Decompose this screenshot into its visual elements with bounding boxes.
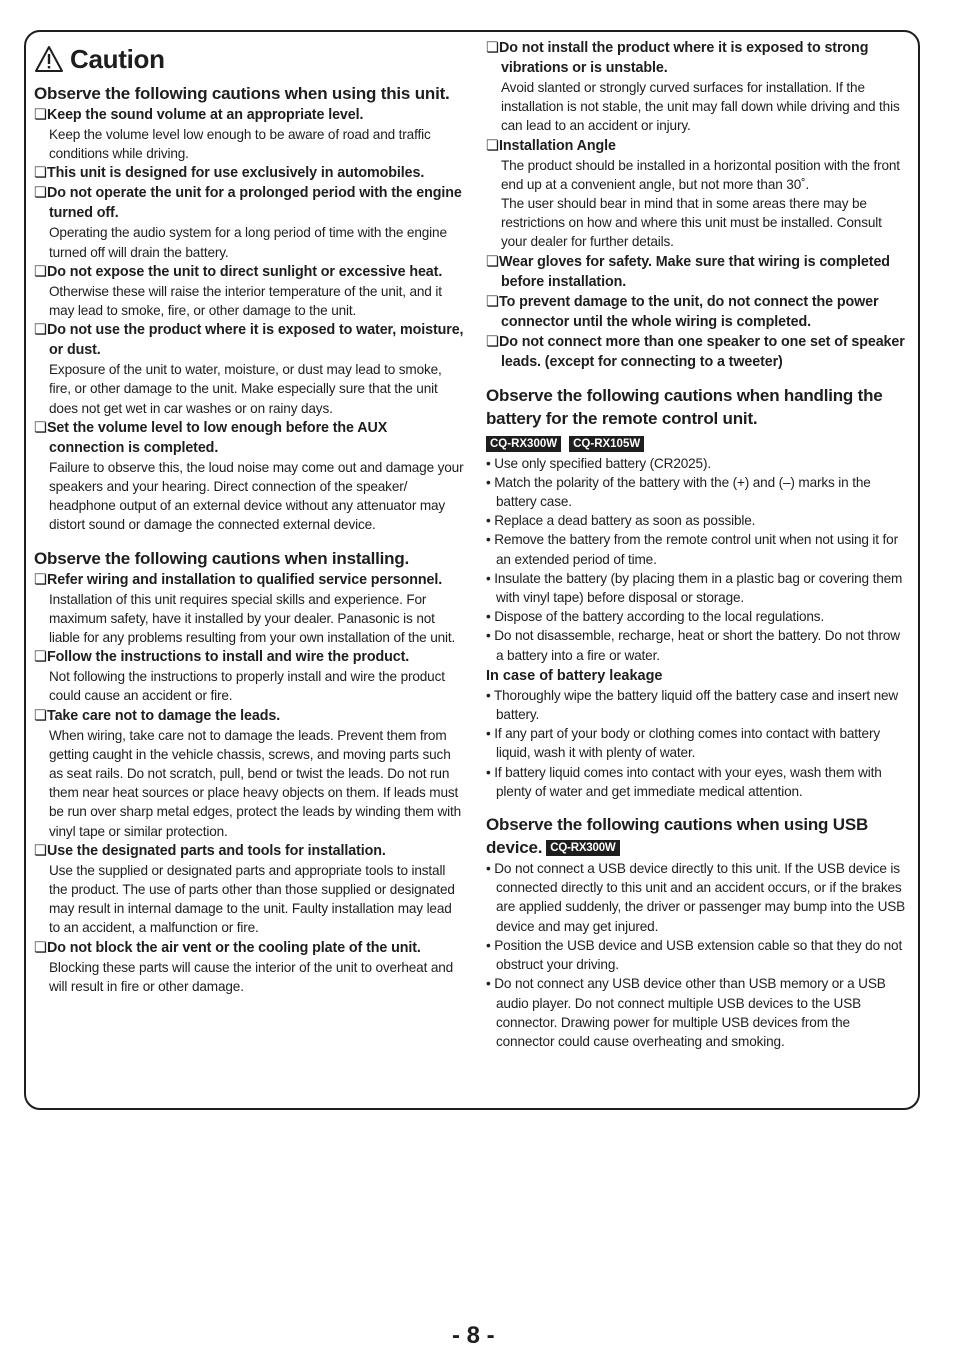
caution-item-body: Exposure of the unit to water, moisture, or dust may lead to smoke, fire, or other damage to the unit. Make especially sure that the unit does not get wet in car washes or on rainy days.	[49, 362, 442, 416]
caution-item-heading-text: Use the designated parts and tools for installation.	[47, 842, 386, 859]
caution-item-body: Failure to observe this, the loud noise may come out and damage your speakers and your hearing. Direct connection of the speaker/ headphone output of an external device without any attenuator may distort sound or damage the connected external device.	[49, 459, 464, 533]
caution-item-heading-text: Follow the instructions to install and wire the product.	[47, 649, 410, 666]
installing-items	[34, 570, 464, 996]
caution-item-body: Installation of this unit requires special skills and experience. For maximum safety, have it installed by your dealer. Panasonic is not liable for any problems resulting from your own installation of the unit.	[49, 591, 456, 646]
caution-item-body: Blocking these parts will cause the interior of the unit to overheat and will result in fire or other damage.	[49, 959, 454, 994]
caution-item-heading-text: To prevent damage to the unit, do not connect the power connector until the whole wiring is completed.	[499, 293, 879, 330]
checkbox-icon: ❏	[34, 107, 47, 123]
caution-item-heading	[486, 38, 910, 78]
usb-title-text: Observe the following cautions when using USB device.	[486, 815, 869, 858]
caution-item-body: Keep the volume level low enough to be aware of road and traffic conditions while driving.	[49, 127, 431, 162]
bullet-item: • Position the USB device and USB extension cable so that they do not obstruct your driving.	[486, 937, 903, 973]
section-title-usb	[486, 813, 910, 859]
caution-item-heading-text: Set the volume level to low enough before the AUX connection is completed.	[47, 419, 388, 456]
checkbox-icon: ❏	[34, 649, 47, 666]
section-title-battery: Observe the following cautions when handling the battery for the remote control unit.	[486, 385, 883, 428]
caution-item-body: Otherwise these will raise the interior temperature of the unit, and it may lead to smoke, fire, or other damage to the unit.	[49, 283, 442, 319]
checkbox-icon: ❏	[34, 939, 47, 956]
caution-item-heading	[34, 183, 464, 223]
battery-bullet-list	[486, 454, 910, 665]
checkbox-icon: ❏	[486, 293, 499, 310]
checkbox-icon: ❏	[486, 40, 499, 56]
bullet-item: • Use only specified battery (CR2025).	[486, 455, 711, 471]
caution-header	[34, 42, 464, 76]
leakage-bullet-list	[486, 686, 910, 801]
caution-item-heading	[34, 706, 464, 726]
caution-item-heading	[34, 105, 464, 125]
section-title-using-unit: Observe the following cautions when using this unit.	[34, 84, 450, 103]
bullet-item: • If any part of your body or clothing comes into contact with battery liquid, wash it with plenty of water.	[486, 726, 880, 761]
bullet-item: • Thoroughly wipe the battery liquid off the battery case and insert new battery.	[486, 687, 899, 723]
caution-item-heading	[34, 320, 464, 360]
bullet-item: • Do not connect any USB device other than USB memory or a USB audio player. Do not connect multiple USB devices to the USB connector. Drawing power for multiple USB devices from the connector could cause overheating and smoking.	[486, 976, 886, 1049]
model-badge: CQ-RX105W	[569, 436, 644, 452]
caution-item-heading-text: Installation Angle	[499, 137, 616, 154]
caution-item-heading-text: Wear gloves for safety. Make sure that wiring is completed before installation.	[499, 253, 890, 290]
bullet-item: • If battery liquid comes into contact with your eyes, wash them with plenty of water and get immediate medical attention.	[486, 764, 882, 799]
caution-item-heading	[34, 570, 464, 590]
caution-item-heading	[486, 292, 910, 332]
caution-item-heading	[34, 262, 464, 282]
checkbox-icon: ❏	[486, 253, 499, 270]
caution-item-heading-text: Do not expose the unit to direct sunlight or excessive heat.	[47, 263, 443, 280]
caution-item-heading-text: Refer wiring and installation to qualified service personnel.	[47, 571, 443, 588]
caution-item-heading	[34, 841, 464, 861]
warning-triangle-icon	[34, 45, 64, 73]
caution-item-heading-text: Keep the sound volume at an appropriate level.	[47, 107, 364, 123]
caution-item-heading-text: This unit is designed for use exclusively in automobiles.	[47, 165, 425, 182]
using-unit-items	[34, 105, 464, 535]
model-badge: CQ-RX300W	[486, 436, 561, 452]
checkbox-icon: ❏	[34, 185, 47, 202]
caution-item-heading-text: Do not block the air vent or the cooling plate of the unit.	[47, 939, 421, 956]
caution-item-heading	[34, 418, 464, 458]
right-column	[486, 32, 910, 1051]
section-title-installing: Observe the following cautions when installing.	[34, 548, 410, 568]
caution-title: Caution	[70, 43, 165, 74]
bullet-item: • Insulate the battery (by placing them in a plastic bag or covering them with vinyl tape) before disposal or storage.	[486, 570, 903, 606]
caution-item-body: When wiring, take care not to damage the leads. Prevent them from getting caught in the vehicle chassis, screws, and moving parts such as seat rails. Do not scratch, pull, bend or twist the leads. Do not run them near heat sources or place heavy objects on them. If leads must be run over sharp metal edges, protect the leads by winding them with vinyl tape or similar protection.	[49, 727, 462, 839]
page-number: - 8 -	[452, 1322, 495, 1349]
caution-item-body: The product should be installed in a horizontal position with the front end up at a convenient angle, but not more than 30˚.	[501, 157, 900, 192]
caution-item-heading	[34, 938, 464, 958]
caution-item-body: Not following the instructions to properly install and wire the product could cause an accident or fire.	[49, 669, 445, 704]
caution-item-body: The user should bear in mind that in some areas there may be restrictions on how and where this unit must be installed. Consult your dealer for further details.	[501, 196, 882, 250]
checkbox-icon: ❏	[34, 263, 47, 280]
checkbox-icon: ❏	[34, 322, 47, 339]
bullet-item: • Dispose of the battery according to the local regulations.	[486, 609, 825, 625]
leakage-title: In case of battery leakage	[486, 667, 663, 684]
caution-item-heading	[34, 163, 464, 183]
caution-item-heading-text: Do not connect more than one speaker to one set of speaker leads. (except for connecting to a tweeter)	[499, 333, 905, 370]
bullet-item: • Match the polarity of the battery with the (+) and (–) marks in the battery case.	[486, 474, 871, 510]
caution-item-heading	[486, 136, 910, 156]
caution-frame	[24, 30, 920, 1110]
checkbox-icon: ❏	[486, 333, 499, 350]
checkbox-icon: ❏	[34, 842, 47, 859]
caution-item-heading	[34, 647, 464, 667]
caution-item-body: Use the supplied or designated parts and appropriate tools to install the product. The use of parts other than those supplied or designated may result in internal damage to the unit. Faulty installation may lead to an accident, a malfunction or fire.	[49, 862, 455, 936]
caution-item-heading	[486, 332, 910, 372]
caution-item-heading-text: Do not use the product where it is exposed to water, moisture, or dust.	[47, 322, 464, 359]
bullet-item: • Do not disassemble, recharge, heat or short the battery. Do not throw a battery into a fire or water.	[486, 628, 900, 663]
checkbox-icon: ❏	[34, 707, 47, 724]
caution-item-heading-text: Do not operate the unit for a prolonged period with the engine turned off.	[47, 185, 462, 222]
checkbox-icon: ❏	[34, 419, 47, 436]
checkbox-icon: ❏	[34, 571, 47, 588]
left-column	[34, 32, 464, 996]
model-badges	[486, 436, 910, 452]
caution-item-heading	[486, 252, 910, 292]
caution-item-heading-text: Take care not to damage the leads.	[47, 707, 281, 724]
bullet-item: • Replace a dead battery as soon as possible.	[486, 513, 756, 529]
checkbox-icon: ❏	[486, 137, 499, 154]
caution-item-body: Avoid slanted or strongly curved surfaces for installation. If the installation is not stable, the unit may fall down while driving and this can lead to an accident or injury.	[501, 80, 900, 134]
caution-item-heading-text: Do not install the product where it is exposed to strong vibrations or is unstable.	[499, 40, 869, 76]
checkbox-icon: ❏	[34, 165, 47, 182]
caution-item-body: Operating the audio system for a long period of time with the engine turned off will drain the battery.	[49, 225, 447, 260]
installing-items-continued	[486, 38, 910, 372]
usb-model-badge: CQ-RX300W	[546, 840, 619, 856]
bullet-item: • Do not connect a USB device directly to this unit. If the USB device is connected directly to this unit and an accident occurs, or if the brakes are applied suddenly, the driver or passenger may bump into the USB device and may get injured.	[486, 861, 906, 934]
usb-bullet-list	[486, 859, 910, 1051]
bullet-item: • Remove the battery from the remote control unit when not using it for an extended period of time.	[486, 532, 898, 567]
